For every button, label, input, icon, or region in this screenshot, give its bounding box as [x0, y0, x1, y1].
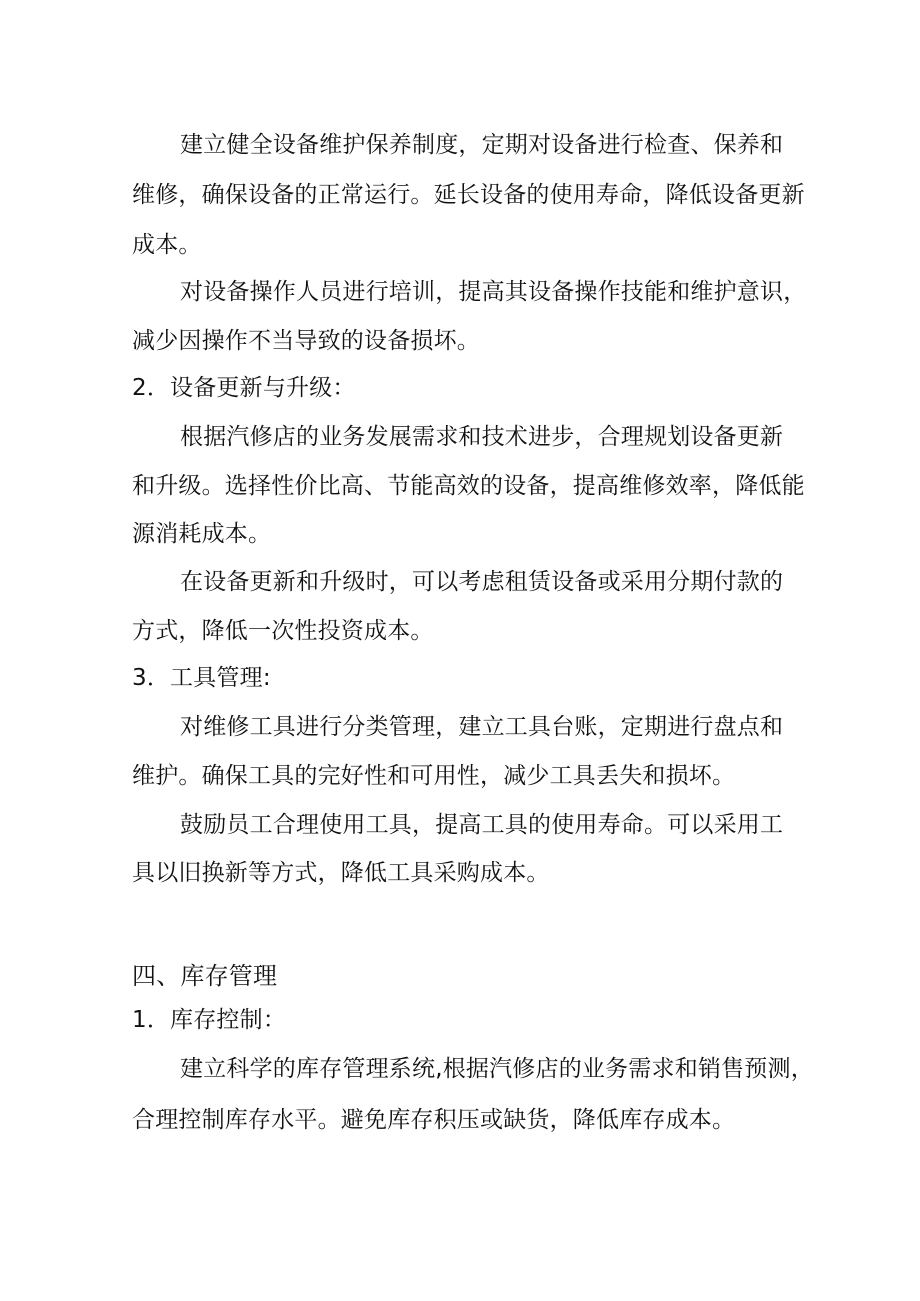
paragraph-line: 鼓励员工合理使用工具，提高工具的使用寿命。可以采用工 — [180, 812, 784, 838]
paragraph-line: 成本。 — [132, 232, 202, 258]
paragraph-line: 源消耗成本。 — [132, 521, 272, 547]
paragraph-line: 减少因操作不当导致的设备损坏。 — [132, 328, 480, 354]
paragraph-line: 合理控制库存水平。避免库存积压或缺货，降低库存成本。 — [132, 1107, 736, 1133]
paragraph-line: 建立健全设备维护保养制度，定期对设备进行检查、保养和 — [180, 132, 784, 158]
paragraph-line: 具以旧换新等方式，降低工具采购成本。 — [132, 860, 550, 886]
section-heading: 2．设备更新与升级： — [132, 375, 356, 401]
paragraph-line: 维护。确保工具的完好性和可用性，减少工具丢失和损坏。 — [132, 763, 736, 789]
paragraph-line: 维修，确保设备的正常运行。延长设备的使用寿命，降低设备更新 — [132, 182, 805, 208]
paragraph-line: 对设备操作人员进行培训，提高其设备操作技能和维护意识， — [180, 279, 807, 305]
section-heading: 1．库存控制： — [132, 1007, 287, 1033]
paragraph-line: 方式，降低一次性投资成本。 — [132, 618, 434, 644]
paragraph-line: 根据汽修店的业务发展需求和技术进步，合理规划设备更新 — [180, 424, 784, 450]
paragraph-line: 对维修工具进行分类管理，建立工具台账，定期进行盘点和 — [180, 714, 784, 740]
paragraph-line: 在设备更新和升级时，可以考虑租赁设备或采用分期付款的 — [180, 569, 784, 595]
section-heading: 3．工具管理: — [132, 665, 271, 691]
paragraph-line: 和升级。选择性价比高、节能高效的设备，提高维修效率，降低能 — [132, 473, 805, 499]
chapter-heading: 四、库存管理 — [132, 962, 278, 990]
paragraph-line: 建立科学的库存管理系统,根据汽修店的业务需求和销售预测， — [180, 1056, 814, 1082]
